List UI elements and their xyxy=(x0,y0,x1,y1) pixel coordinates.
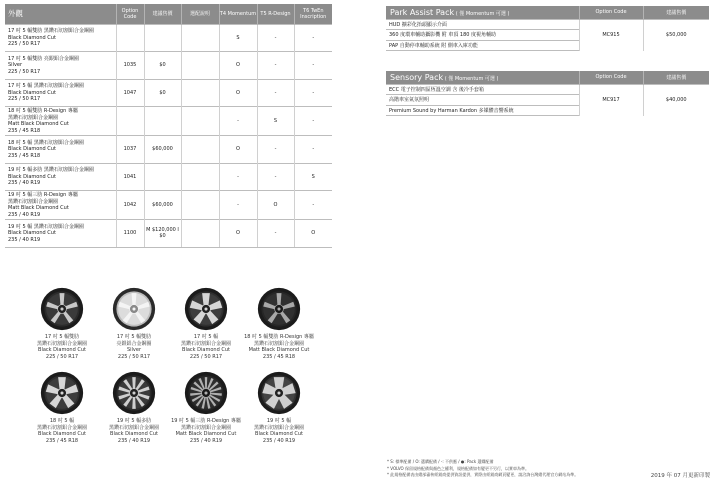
pack-option-code-header: Option Code xyxy=(579,6,643,19)
wheel-card xyxy=(239,287,319,360)
table-row xyxy=(5,107,332,136)
header-t4: T4 Momentum xyxy=(219,4,257,24)
wheel-name-line: 235 / 40 R19 xyxy=(8,180,41,186)
t6-cell: - xyxy=(294,191,332,220)
wheel-caption-line: 黑鑽石切割鋁合金鋼圈 xyxy=(253,340,304,347)
wheel-caption-line: 18 吋 5 輻雙肋 R-Design 專屬 xyxy=(244,334,314,340)
wheel-caption-line: 17 吋 5 輻雙肋 xyxy=(116,334,152,340)
wheel-caption-line: Silver xyxy=(126,347,142,353)
wheel-name-line: 18 吋 5 輻 黑鑽石切割鋁合金鋼圈 xyxy=(8,139,84,146)
wheel-caption-line: 17 吋 5 輻 xyxy=(193,334,219,340)
config-cell xyxy=(181,79,219,107)
sensory-pack-table xyxy=(386,71,709,116)
wheel-name-line: 235 / 40 R19 xyxy=(8,236,41,243)
pack-option-code-header: Option Code xyxy=(579,71,643,84)
hub-cap-shape xyxy=(204,391,207,394)
pack-option-code: MC917 xyxy=(579,84,643,116)
table-row xyxy=(5,220,332,248)
wheel-caption-line: 225 / 50 R17 xyxy=(117,353,151,360)
t6-cell: - xyxy=(294,107,332,136)
price-cell: $60,000 xyxy=(144,191,181,220)
wheel-name-line: 235 / 45 R18 xyxy=(8,127,41,134)
wheel-caption-line: 黑鑽石切割鋁合金鋼圈 xyxy=(36,340,87,347)
print-date: 2019 年 07 月更新印製 xyxy=(650,473,710,479)
wheel-image xyxy=(40,371,84,415)
wheel-image xyxy=(40,287,84,331)
t4-cell: S xyxy=(219,24,257,52)
wheel-caption-line: 19 吋 5 輻三肋 R-Design 專屬 xyxy=(171,418,241,424)
wheel-image xyxy=(184,371,228,415)
wheel-caption-line: Matt Black Diamond Cut xyxy=(175,431,237,437)
table-row xyxy=(5,79,332,107)
wheel-name-line: 225 / 50 R17 xyxy=(8,41,41,47)
t4-cell: O xyxy=(219,52,257,80)
table-row xyxy=(386,19,709,30)
price-cell: $60,000 xyxy=(144,136,181,164)
hub-cap-shape xyxy=(204,307,207,310)
wheel-name-line: 17 吋 5 輻雙肋 亮銀鋁合金鋼圈 xyxy=(8,55,79,62)
header-exterior: 外觀 xyxy=(5,4,116,24)
wheel-name-cell xyxy=(5,191,116,220)
footnote: * VOLVO 保留規格配備與顏色之權利，規格配備如有變更不另行，以實車為準。 xyxy=(387,465,529,471)
wheel-caption-line: 18 吋 5 輻 xyxy=(49,418,75,424)
t5-cell: - xyxy=(257,24,294,52)
t4-cell: - xyxy=(219,163,257,191)
table-row xyxy=(386,84,709,95)
wheel-image xyxy=(257,287,301,331)
wheel-image xyxy=(112,371,156,415)
wheel-name-line: Matt Black Diamond Cut xyxy=(8,205,69,211)
wheel-image xyxy=(257,371,301,415)
wheel-name-line: 19 吋 5 輻三肋 R-Design 專屬 xyxy=(8,192,78,198)
wheel-name-line: 235 / 45 R18 xyxy=(8,152,41,159)
park-assist-pack-table xyxy=(386,6,709,51)
pack-item: Premium Sound by Harman Kardon 多媒體音響系統 xyxy=(386,105,579,116)
wheel-caption-line: 17 吋 5 輻雙肋 xyxy=(44,334,80,340)
config-cell xyxy=(181,191,219,220)
header-config: 選配說明 xyxy=(181,4,219,24)
wheel-caption-line: Black Diamond Cut xyxy=(38,431,86,437)
pack-price-header: 建議售價 xyxy=(643,71,709,84)
wheel-name-line: Black Diamond Cut xyxy=(8,146,56,152)
wheel-caption-line: 黑鑽石切割鋁合金鋼圈 xyxy=(108,424,159,431)
price-cell xyxy=(144,107,181,136)
price-cell: $0 xyxy=(144,79,181,107)
t4-cell: - xyxy=(219,191,257,220)
config-cell xyxy=(181,52,219,80)
t5-cell: - xyxy=(257,220,294,248)
wheel-caption-line: 19 吋 5 輻多肋 xyxy=(116,418,152,424)
wheel-caption-line: 225 / 50 R17 xyxy=(45,353,79,360)
pack-item: 高階車室氣氛照明 xyxy=(386,95,579,106)
wheel-card xyxy=(94,371,174,444)
price-cell: M $120,000 I $0 xyxy=(144,220,181,248)
pack-price-header: 建議售價 xyxy=(643,6,709,19)
config-cell xyxy=(181,136,219,164)
wheel-name-line: Black Diamond Cut xyxy=(8,89,56,96)
footnotes xyxy=(387,459,578,479)
wheel-name-line: Black Diamond Cut xyxy=(8,173,56,180)
pack-title-text: Park Assist Pack xyxy=(390,7,455,17)
wheel-caption-line: Black Diamond Cut xyxy=(110,431,158,437)
table-row xyxy=(5,191,332,220)
wheel-name-line: Matt Black Diamond Cut xyxy=(8,121,69,127)
wheel-card xyxy=(166,287,246,360)
t5-cell: - xyxy=(257,52,294,80)
t6-cell: - xyxy=(294,79,332,107)
wheel-caption-line: 235 / 40 R19 xyxy=(189,437,223,444)
wheel-name-cell xyxy=(5,79,116,107)
pack-title xyxy=(386,71,579,84)
option-code-cell: 1035 xyxy=(116,52,144,80)
wheel-caption-line: Black Diamond Cut xyxy=(38,347,86,353)
wheel-name-line: Black Diamond Cut xyxy=(8,230,56,236)
pack-item: ECC 電子控制四區恆溫空調 含 後冷手套箱 xyxy=(386,84,579,95)
wheel-caption-line: Black Diamond Cut xyxy=(255,431,303,437)
wheel-image xyxy=(184,287,228,331)
wheel-name-cell xyxy=(5,136,116,164)
wheel-card xyxy=(166,371,246,444)
t6-cell: - xyxy=(294,24,332,52)
header-price: 建議售價 xyxy=(144,4,181,24)
t4-cell: O xyxy=(219,79,257,107)
wheel-caption-line: Black Diamond Cut xyxy=(182,347,230,353)
wheel-name-cell xyxy=(5,107,116,136)
footnote: * S: 標準配備 / O: 選購配備 / -: 不供應 / ●: Pack 選購配備 xyxy=(387,459,494,464)
wheel-name-line: 17 吋 5 輻雙肋 黑鑽石切割鋁合金鋼圈 xyxy=(8,28,94,34)
wheel-name-line: 黑鑽石切割鋁合金鋼圈 xyxy=(8,198,59,205)
wheel-caption-line: 黑鑽石切割鋁合金鋼圈 xyxy=(180,340,231,347)
wheel-caption-line: 235 / 40 R19 xyxy=(117,437,151,444)
wheel-name-line: 黑鑽石切割鋁合金鋼圈 xyxy=(8,114,59,121)
t6-cell: S xyxy=(294,163,332,191)
t6-cell: - xyxy=(294,52,332,80)
wheel-name-line: 18 吋 5 輻雙肋 R-Design 專屬 xyxy=(8,108,78,114)
pack-item: 360 度環車輔助攝影機 附 車頂 180 度視角輔助 xyxy=(386,30,579,41)
hub-cap-shape xyxy=(132,307,135,310)
wheel-caption-line: 235 / 40 R19 xyxy=(262,437,296,444)
pack-price: $40,000 xyxy=(643,84,709,116)
table-row xyxy=(5,163,332,191)
hub-cap-shape xyxy=(277,307,280,310)
pack-title-note: ( 僅 Momentum 可選 ) xyxy=(444,75,499,82)
header-option-code: Option Code xyxy=(116,4,144,24)
table-row xyxy=(5,52,332,80)
wheel-caption-line: 225 / 50 R17 xyxy=(189,353,223,360)
footnote: * 此規格配備表由總部審核經銷商提供資訊提供，實際由經銷商網頁變更，請洽詢台灣總代理官方網站為準。 xyxy=(387,472,579,477)
pack-title-text: Sensory Pack xyxy=(390,72,444,82)
wheel-caption-line: 黑鑽石切割鋁合金鋼圈 xyxy=(36,424,87,431)
header-t5: T5 R-Design xyxy=(257,4,294,24)
t5-cell: S xyxy=(257,107,294,136)
option-code-cell xyxy=(116,107,144,136)
t5-cell: - xyxy=(257,136,294,164)
table-row xyxy=(5,24,332,52)
t4-cell: O xyxy=(219,220,257,248)
wheel-name-line: 19 吋 5 輻多肋 黑鑽石切割鋁合金鋼圈 xyxy=(8,167,94,173)
t4-cell: O xyxy=(219,136,257,164)
wheel-name-line: 225 / 50 R17 xyxy=(8,96,41,102)
hub-cap-shape xyxy=(60,391,63,394)
pack-title xyxy=(386,6,579,19)
pack-price: $50,000 xyxy=(643,19,709,51)
wheel-caption-line: 235 / 45 R18 xyxy=(45,437,79,444)
wheel-name-line: 19 吋 5 輻 黑鑽石切割鋁合金鋼圈 xyxy=(8,223,84,230)
t5-cell: - xyxy=(257,163,294,191)
t5-cell: O xyxy=(257,191,294,220)
option-code-cell: 1047 xyxy=(116,79,144,107)
table-row xyxy=(5,136,332,164)
pack-item: HUD 擴彩化抬頭顯示介面 xyxy=(386,19,579,30)
hub-cap-shape xyxy=(60,307,63,310)
wheel-image xyxy=(112,287,156,331)
option-code-cell: 1042 xyxy=(116,191,144,220)
wheel-options-table xyxy=(5,4,332,248)
t6-cell: O xyxy=(294,220,332,248)
wheel-card xyxy=(239,371,319,444)
price-cell xyxy=(144,163,181,191)
option-code-cell: 1100 xyxy=(116,220,144,248)
wheel-name-cell xyxy=(5,163,116,191)
wheel-name-line: Silver xyxy=(8,62,23,68)
header-t6: T6 TwEn Inscription xyxy=(294,4,332,24)
wheel-caption-line: 黑鑽石切割鋁合金鋼圈 xyxy=(253,424,304,431)
wheel-card xyxy=(22,287,102,360)
t6-cell: - xyxy=(294,136,332,164)
wheel-caption-line: 235 / 45 R18 xyxy=(262,353,296,360)
wheel-name-line: Black Diamond Cut xyxy=(8,34,56,41)
config-cell xyxy=(181,24,219,52)
price-cell: $0 xyxy=(144,52,181,80)
wheel-caption-line: Matt Black Diamond Cut xyxy=(248,347,310,353)
pack-title-note: ( 僅 Momentum 可選 ) xyxy=(455,10,510,17)
pack-item: PAP 自動停車輔助系統 附 側車入庫功能 xyxy=(386,40,579,51)
table-header-row xyxy=(5,4,332,24)
wheel-caption-line: 19 吋 5 輻 xyxy=(266,418,292,424)
config-cell xyxy=(181,107,219,136)
wheel-name-cell xyxy=(5,220,116,248)
option-code-cell: 1041 xyxy=(116,163,144,191)
hub-cap-shape xyxy=(277,391,280,394)
wheel-name-line: 235 / 40 R19 xyxy=(8,211,41,218)
option-code-cell xyxy=(116,24,144,52)
config-cell xyxy=(181,220,219,248)
wheel-name-cell xyxy=(5,24,116,52)
wheel-caption-line: 亮銀鋁合金鋼圈 xyxy=(116,340,152,347)
wheel-card xyxy=(94,287,174,360)
t5-cell: - xyxy=(257,79,294,107)
wheel-card xyxy=(22,371,102,444)
wheel-name-cell xyxy=(5,52,116,80)
config-cell xyxy=(181,163,219,191)
option-code-cell: 1037 xyxy=(116,136,144,164)
wheel-name-line: 225 / 50 R17 xyxy=(8,68,41,75)
price-cell xyxy=(144,24,181,52)
hub-cap-shape xyxy=(132,391,135,394)
t4-cell: - xyxy=(219,107,257,136)
wheel-caption-line: 黑鑽石切割鋁合金鋼圈 xyxy=(180,424,231,431)
pack-option-code: MC915 xyxy=(579,19,643,51)
wheel-name-line: 17 吋 5 輻 黑鑽石切割鋁合金鋼圈 xyxy=(8,83,84,89)
